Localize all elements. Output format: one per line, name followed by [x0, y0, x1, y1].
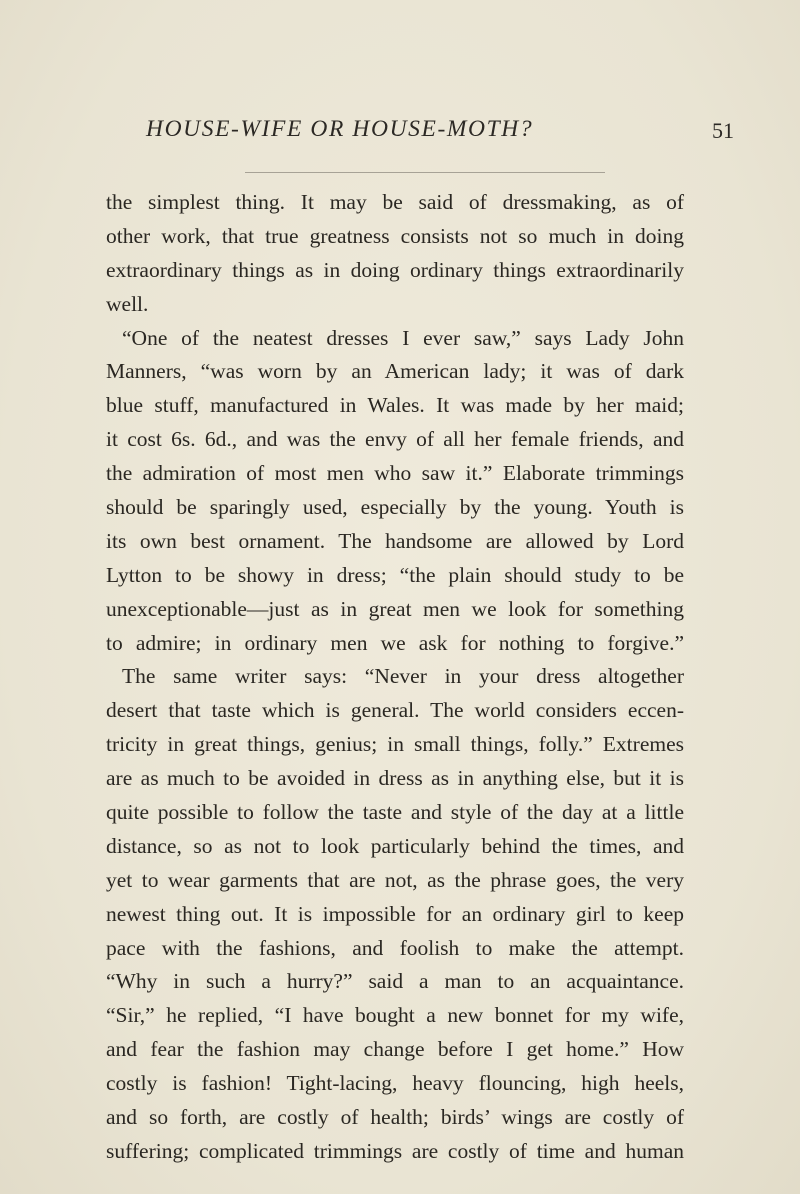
text-line: are as much to be avoided in dress as in anything else, but it is	[106, 766, 684, 791]
text-line: tricity in great things, genius; in small things, folly.” Extremes	[106, 732, 684, 757]
body-text	[106, 186, 684, 1169]
running-head	[60, 116, 740, 150]
text-line: extraordinary things as in doing ordinary things extraordinarily	[106, 257, 684, 282]
text-line: it cost 6s. 6d., and was the envy of all her female friends, and	[106, 427, 684, 452]
text-line: Lytton to be showy in dress; “the plain should study to be	[106, 562, 684, 587]
text-line: and fear the fashion may change before I get home.” How	[106, 1037, 684, 1062]
text-line: other work, that true greatness consists not so much in doing	[106, 223, 684, 248]
text-line: newest thing out. It is impossible for an ordinary girl to keep	[106, 901, 684, 926]
text-line: distance, so as not to look particularly behind the times, and	[106, 833, 684, 858]
text-line: its own best ornament. The handsome are allowed by Lord	[106, 528, 684, 553]
header-rule	[245, 172, 605, 173]
text-line: and so forth, are costly of health; birds’ wings are costly of	[106, 1105, 684, 1130]
page-number: 51	[712, 118, 734, 143]
text-line: “Sir,” he replied, “I have bought a new bonnet for my wife,	[106, 1003, 684, 1028]
text-line: yet to wear garments that are not, as the phrase goes, the very	[106, 867, 684, 892]
running-title: HOUSE-WIFE OR HOUSE-MOTH?	[146, 116, 534, 142]
text-line: “One of the neatest dresses I ever saw,” says Lady John	[122, 325, 684, 350]
text-line: to admire; in ordinary men we ask for nothing to forgive.”	[106, 630, 684, 655]
text-line: suffering; complicated trimmings are costly of time and human	[106, 1138, 684, 1163]
text-line: The same writer says: “Never in your dress altogether	[122, 664, 684, 689]
text-line: should be sparingly used, especially by the young. Youth is	[106, 495, 684, 520]
text-line: desert that taste which is general. The world considers eccen-	[106, 698, 684, 723]
text-line: Manners, “was worn by an American lady; it was of dark	[106, 359, 684, 384]
text-line: “Why in such a hurry?” said a man to an acquaintance.	[106, 969, 684, 994]
text-line: quite possible to follow the taste and style of the day at a little	[106, 800, 684, 825]
text-line: blue stuff, manufactured in Wales. It was made by her maid;	[106, 393, 684, 418]
text-line: pace with the fashions, and foolish to make the attempt.	[106, 935, 684, 960]
text-line: the simplest thing. It may be said of dressmaking, as of	[106, 190, 684, 214]
text-line: unexceptionable—just as in great men we look for something	[106, 596, 684, 621]
text-line: well.	[106, 291, 149, 316]
text-line: costly is fashion! Tight-lacing, heavy flouncing, high heels,	[106, 1071, 684, 1096]
text-line: the admiration of most men who saw it.” Elaborate trimmings	[106, 461, 684, 486]
